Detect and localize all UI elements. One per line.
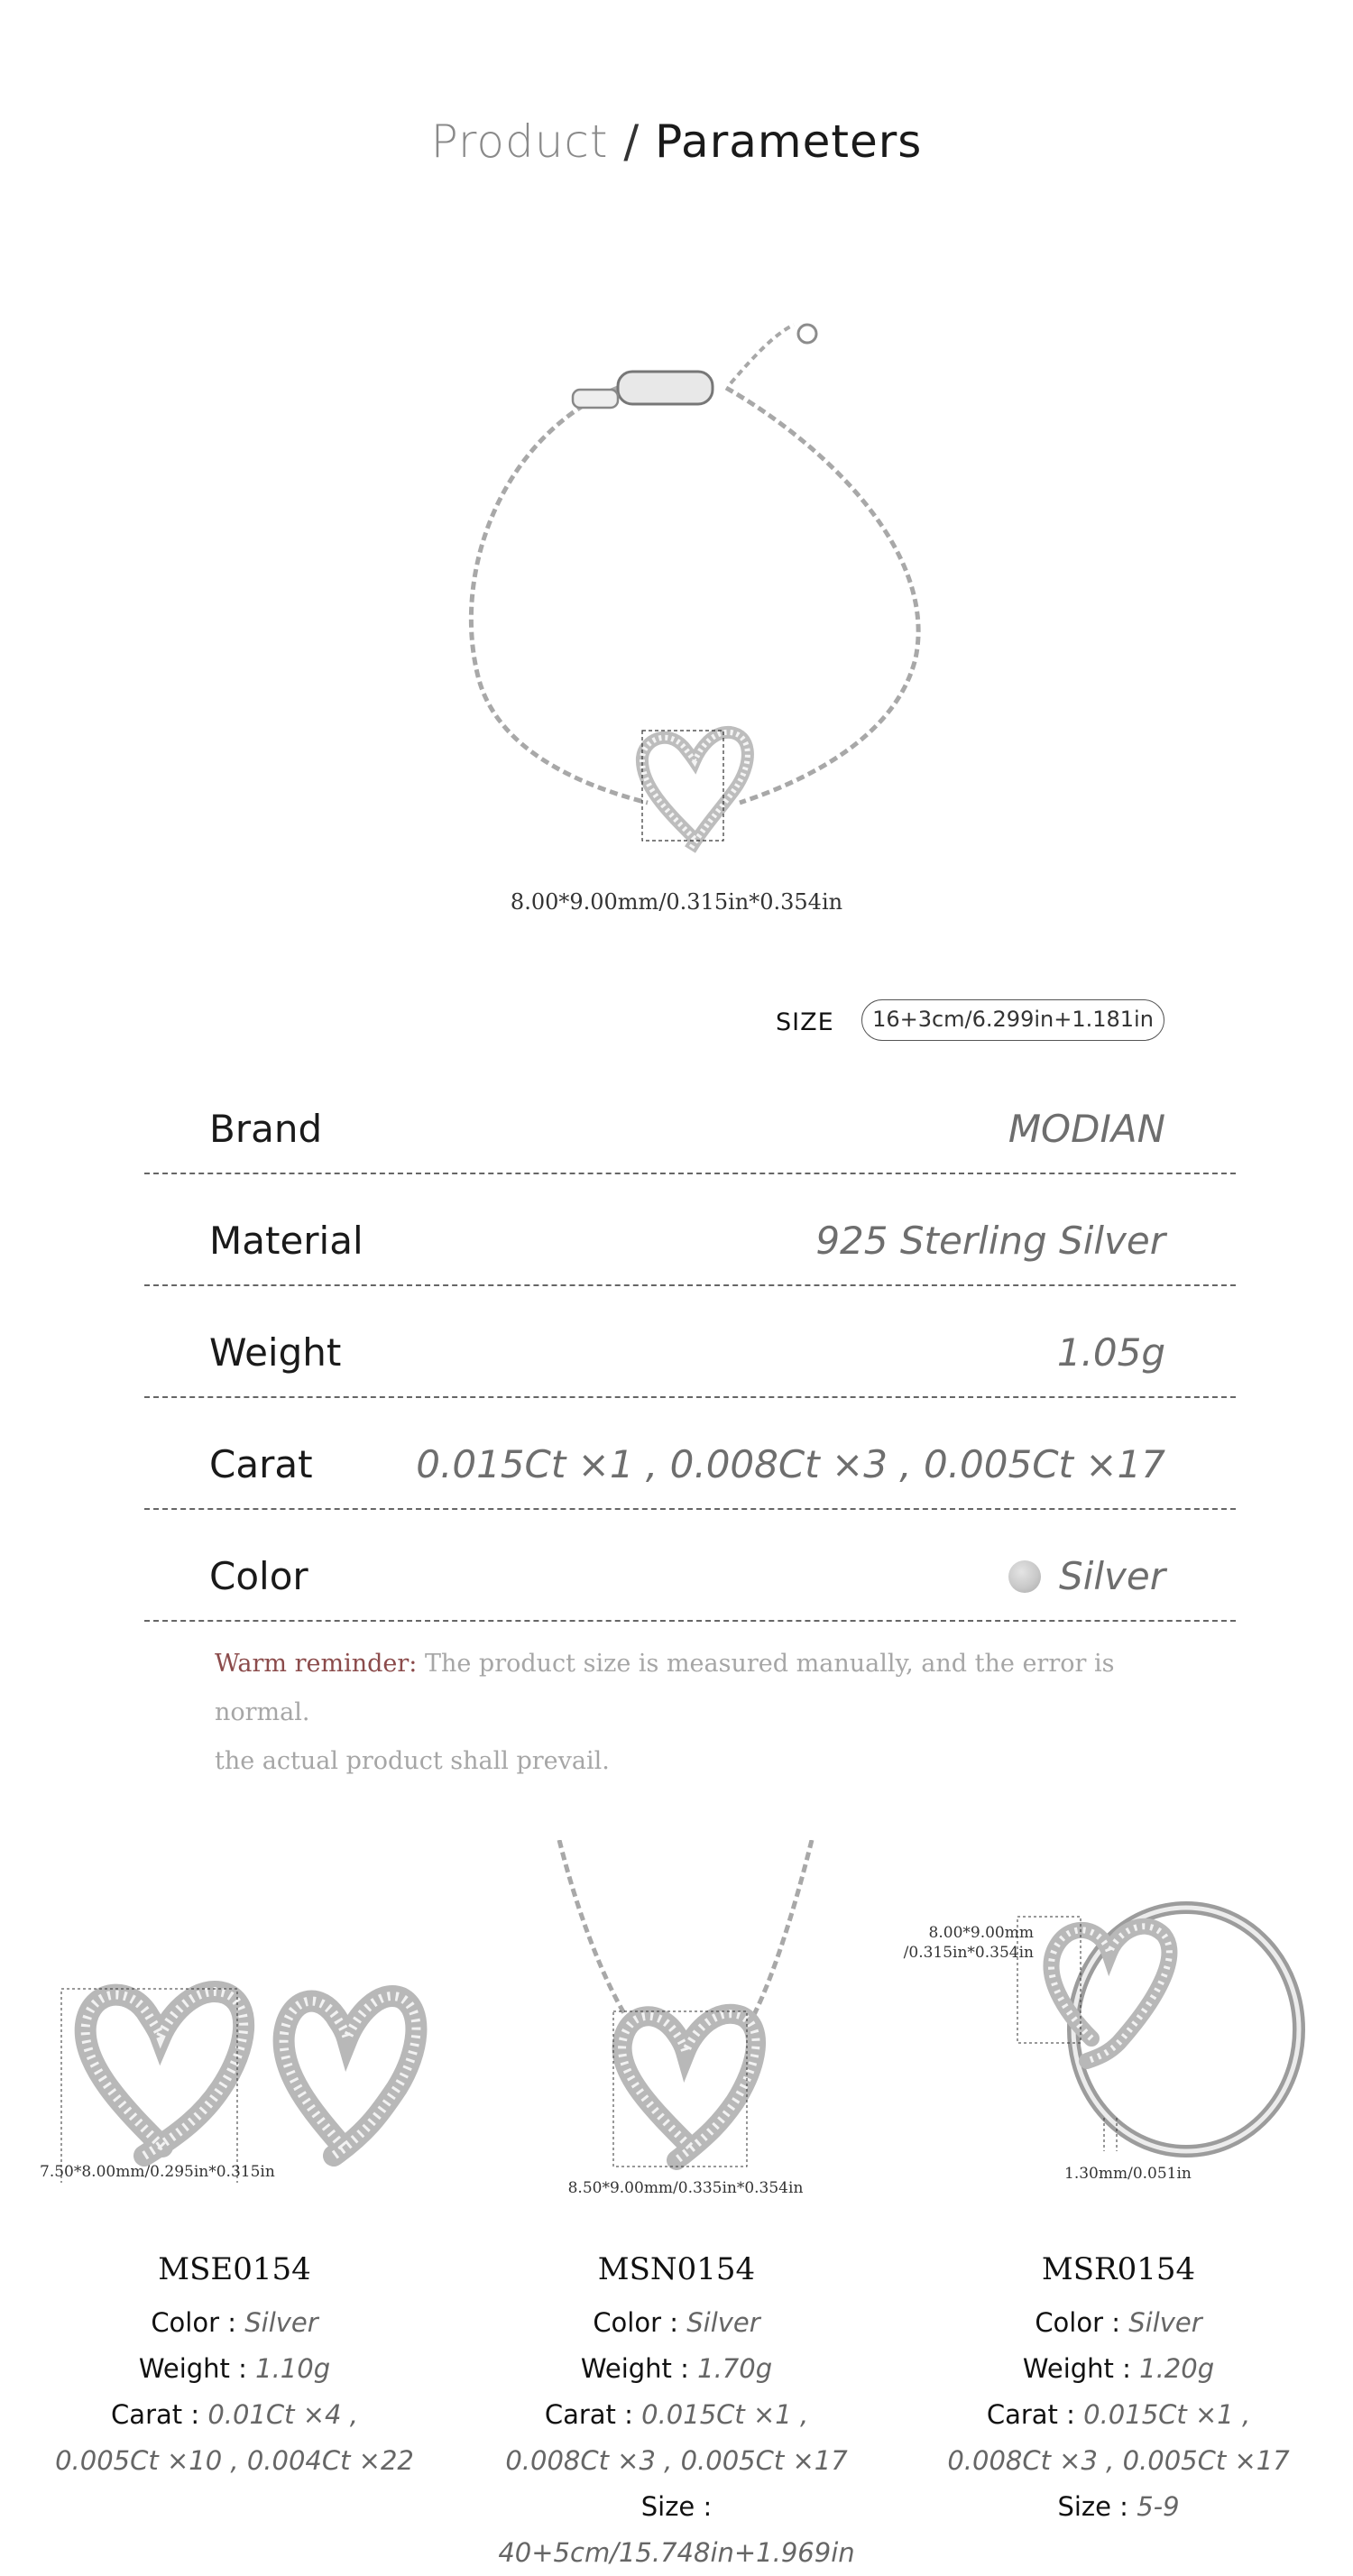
product-carat-line [469,2392,884,2438]
product-color-line [27,2300,442,2346]
size-value: 5-9 [1137,2491,1180,2522]
weight-label: Weight : [138,2353,247,2384]
product-carat-line-2: 0.008Ct ×3 , 0.005Ct ×17 [505,2445,848,2476]
silver-color-swatch-icon [1008,1560,1041,1593]
product-code: MSN0154 [597,2251,756,2287]
product-code: MSR0154 [1041,2251,1196,2287]
color-label: Color : [1035,2307,1121,2338]
color-label: Color : [151,2307,237,2338]
param-label: Brand [209,1107,323,1151]
reminder-text-1: The product size is measured manually, and the error is normal. [215,1650,1115,1726]
product-color-line [469,2300,884,2346]
weight-label: Weight : [580,2353,689,2384]
bracelet-dimension-label: 8.00*9.00mm/0.315in*0.354in [510,889,843,915]
param-row-color [144,1508,1236,1622]
product-carat-line [27,2392,442,2438]
param-label: Color [209,1554,308,1598]
size-label: SIZE [776,1008,834,1036]
color-value: Silver [1128,2307,1202,2338]
param-label: Carat [209,1442,313,1486]
param-value: 1.05g [1056,1330,1165,1375]
param-row-weight [144,1284,1236,1398]
product-carat-line-2: 0.008Ct ×3 , 0.005Ct ×17 [947,2445,1290,2476]
ring-image [992,1876,1335,2174]
title-main: Parameters [655,115,923,168]
weight-label: Weight : [1022,2353,1131,2384]
param-label: Weight [209,1330,342,1375]
ring-dimension-line-2: /0.315in*0.354in [903,1944,1034,1962]
product-weight-line [27,2346,442,2392]
ring-band-dimension-label: 1.30mm/0.051in [1064,2165,1192,2183]
product-size-line [911,2484,1326,2530]
param-value: MODIAN [1008,1107,1165,1151]
earrings-image [45,1939,433,2183]
carat-label: Carat : [111,2399,200,2430]
ring-dimension-label [898,1923,1034,1963]
product-weight-line [469,2346,884,2392]
reminder-line-1 [215,1640,1207,1737]
carat-value-1: 0.015Ct ×1 , [641,2399,809,2430]
page-title [0,115,1353,168]
product-size-line [469,2484,884,2576]
color-value: Silver [244,2307,318,2338]
param-value: 0.015Ct ×1 , 0.008Ct ×3 , 0.005Ct ×17 [416,1442,1165,1486]
size-label: Size : [1057,2491,1128,2522]
title-separator: / [623,115,640,168]
earrings-dimension-label: 7.50*8.00mm/0.295in*0.315in [40,2163,275,2181]
param-row-carat [144,1396,1236,1510]
carat-label: Carat : [986,2399,1075,2430]
warm-reminder [215,1640,1207,1786]
product-weight-line [911,2346,1326,2392]
product-code: MSE0154 [158,2251,311,2287]
color-label: Color : [593,2307,679,2338]
size-value-badge: 16+3cm/6.299in+1.181in [861,999,1164,1041]
ring-dimension-line-1: 8.00*9.00mm [928,1924,1034,1942]
title-prefix: Product [430,115,609,168]
product-carat-line-2: 0.005Ct ×10 , 0.004Ct ×22 [55,2445,414,2476]
carat-label: Carat : [544,2399,633,2430]
product-info-ring [911,2300,1326,2530]
color-value: Silver [686,2307,760,2338]
reminder-text-2: the actual product shall prevail. [215,1747,610,1775]
weight-value: 1.10g [255,2353,331,2384]
carat-value-1: 0.015Ct ×1 , [1083,2399,1251,2430]
product-color-line [911,2300,1326,2346]
size-label: Size : [640,2491,713,2522]
product-carat-line [911,2392,1326,2438]
product-info-necklace [469,2300,884,2576]
reminder-label: Warm reminder: [215,1650,418,1678]
carat-value-1: 0.01Ct ×4 , [207,2399,358,2430]
param-row-material [144,1173,1236,1286]
param-label: Material [209,1219,364,1263]
color-value-text: Silver [1059,1554,1165,1598]
weight-value: 1.20g [1139,2353,1215,2384]
param-value-color [1008,1554,1165,1598]
necklace-image [541,1840,830,2183]
param-value: 925 Sterling Silver [815,1219,1165,1263]
bracelet-image [397,298,956,884]
size-value: 40+5cm/15.748in+1.969in [498,2537,855,2568]
necklace-dimension-label: 8.50*9.00mm/0.335in*0.354in [567,2179,804,2197]
param-row-brand [144,1061,1236,1174]
product-info-earrings [27,2300,442,2484]
weight-value: 1.70g [697,2353,773,2384]
